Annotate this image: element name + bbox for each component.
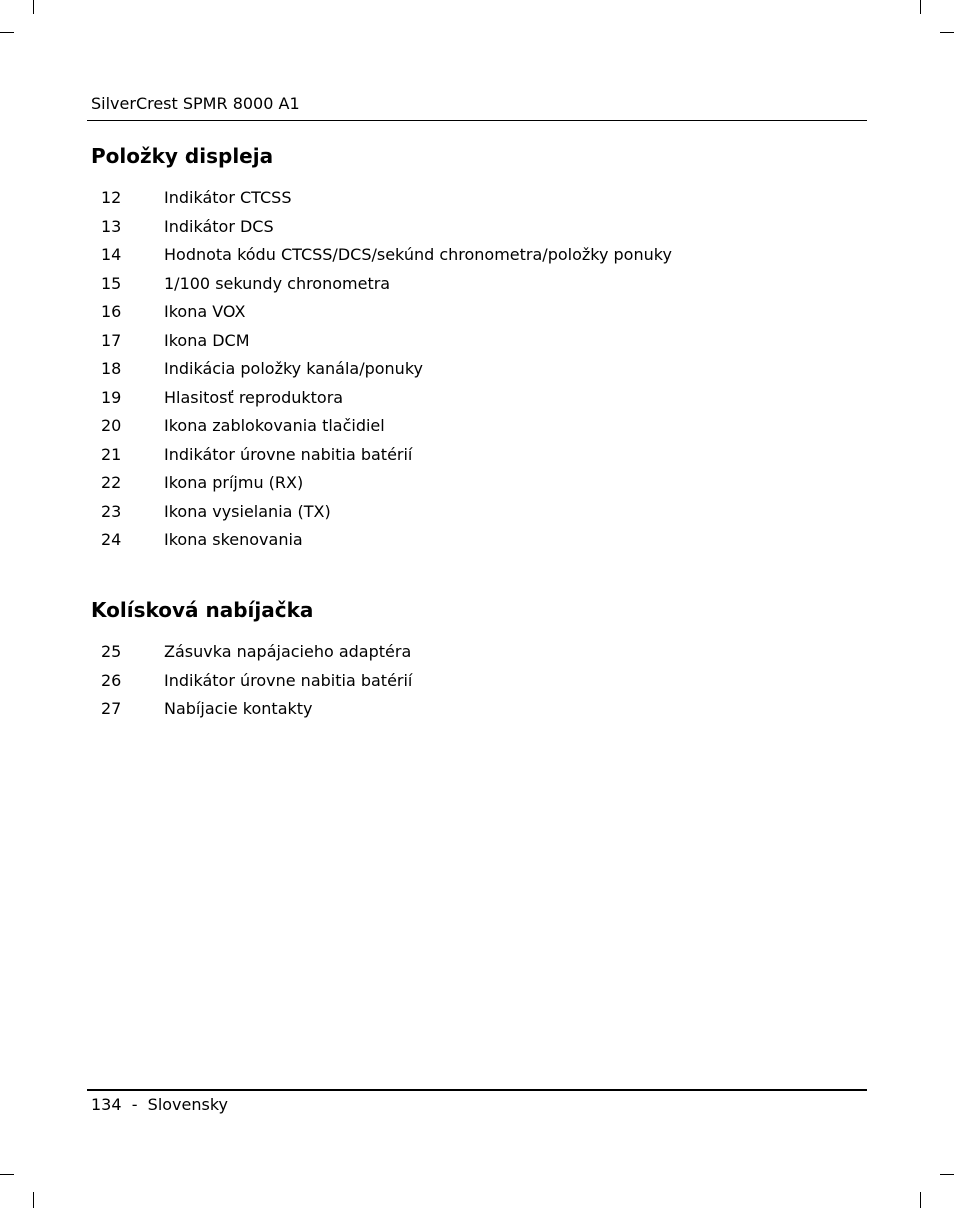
crop-mark: [33, 0, 34, 14]
item-label: Indikátor úrovne nabitia batérií: [164, 444, 413, 464]
item-label: Ikona VOX: [164, 302, 246, 321]
list-item: [101, 213, 672, 242]
display-items-list: [101, 184, 672, 555]
list-item: [101, 298, 672, 327]
section-title-display-items: Položky displeja: [91, 144, 274, 168]
item-label: Indikátor CTCSS: [164, 188, 292, 207]
item-number: 25: [101, 642, 122, 661]
crop-mark: [940, 32, 954, 33]
footer-rule: [87, 1089, 867, 1091]
list-item: [101, 355, 672, 384]
list-item: [101, 667, 412, 696]
item-number: 21: [101, 444, 122, 464]
item-label: Ikona vysielania (TX): [164, 501, 331, 521]
list-item: [101, 469, 672, 498]
list-item: [101, 412, 672, 441]
item-label: 1/100 sekundy chronometra: [164, 273, 391, 293]
list-item: [101, 327, 672, 356]
list-item: [101, 695, 412, 724]
list-item: [101, 270, 672, 299]
item-label: Hlasitosť reproduktora: [164, 387, 344, 407]
footer-page-label: 134 - Slovensky: [91, 1095, 228, 1114]
header-product-title: SilverCrest SPMR 8000 A1: [91, 94, 300, 113]
item-label: Indikátor úrovne nabitia batérií: [164, 670, 413, 690]
item-label: Indikátor DCS: [164, 216, 274, 236]
crop-mark: [0, 1174, 14, 1175]
item-label: Nabíjacie kontakty: [164, 699, 313, 718]
item-label: Ikona príjmu (RX): [164, 473, 304, 492]
item-number: 16: [101, 302, 122, 321]
item-number: 14: [101, 245, 122, 264]
item-number: 19: [101, 387, 122, 407]
header-rule: [87, 120, 867, 121]
item-number: 12: [101, 188, 122, 207]
crop-mark: [920, 1192, 921, 1208]
item-label: Indikácia položky kanála/ponuky: [164, 359, 423, 378]
list-item: [101, 441, 672, 470]
item-label: Hodnota kódu CTCSS/DCS/sekúnd chronometra/položky ponuky: [164, 245, 672, 264]
crop-mark: [920, 0, 921, 14]
item-number: 17: [101, 330, 122, 350]
crop-mark: [940, 1174, 954, 1175]
item-number: 18: [101, 359, 122, 378]
item-number: 15: [101, 273, 122, 293]
list-item: [101, 498, 672, 527]
cradle-charger-list: [101, 638, 412, 724]
list-item: [101, 241, 672, 270]
item-label: Ikona skenovania: [164, 530, 303, 549]
list-item: [101, 526, 672, 555]
item-number: 22: [101, 473, 122, 492]
item-number: 26: [101, 670, 122, 690]
item-label: Zásuvka napájacieho adaptéra: [164, 642, 412, 661]
item-number: 24: [101, 530, 122, 549]
item-number: 27: [101, 699, 122, 718]
crop-mark: [33, 1192, 34, 1208]
section-title-cradle-charger: Kolísková nabíjačka: [91, 598, 314, 622]
item-number: 23: [101, 501, 122, 521]
item-label: Ikona zablokovania tlačidiel: [164, 416, 385, 435]
list-item: [101, 638, 412, 667]
crop-mark: [0, 32, 14, 33]
item-number: 20: [101, 416, 122, 435]
list-item: [101, 384, 672, 413]
item-number: 13: [101, 216, 122, 236]
item-label: Ikona DCM: [164, 330, 250, 350]
list-item: [101, 184, 672, 213]
